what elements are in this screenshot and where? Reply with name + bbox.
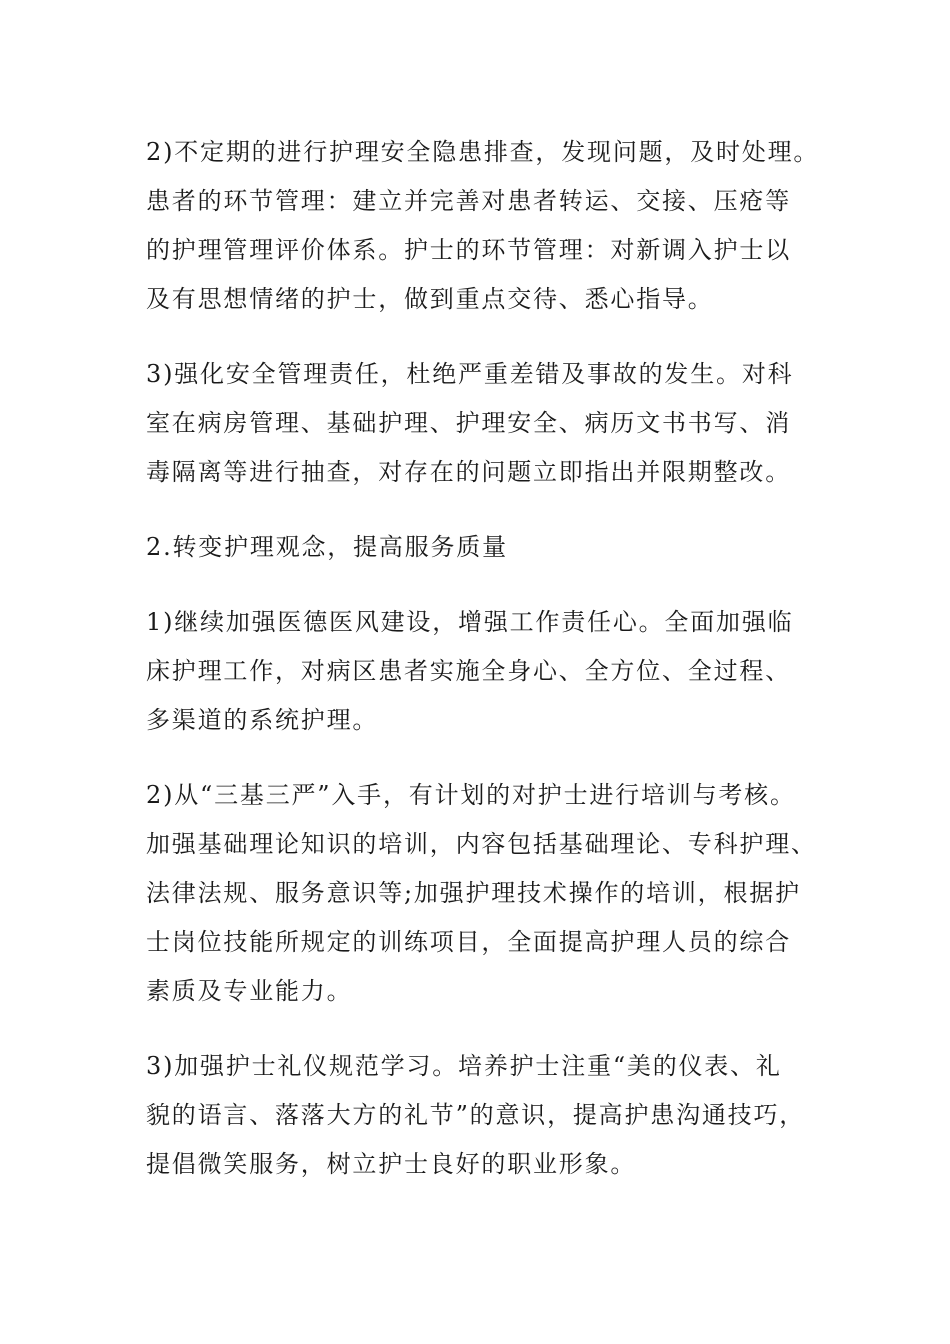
text-line: 多渠道的系统护理。 [146,706,379,734]
text-line: 3)强化安全管理责任，杜绝严重差错及事故的发生。对科 [146,360,794,388]
paragraph-etiquette [146,1042,806,1189]
text-line: 提倡微笑服务，树立护士良好的职业形象。 [146,1150,637,1178]
text-line: 素质及专业能力。 [146,977,353,1005]
text-line: 2)从“三基三严”入手，有计划的对护士进行培训与考核。 [146,781,796,809]
text-line: 士岗位技能所规定的训练项目，全面提高护理人员的综合 [146,928,791,956]
text-line: 患者的环节管理：建立并完善对患者转运、交接、压疮等 [146,187,791,215]
text-line: 床护理工作，对病区患者实施全身心、全方位、全过程、 [146,657,791,685]
text-line: 法律法规、服务意识等;加强护理技术操作的培训，根据护 [146,879,801,907]
paragraph-safety-responsibility [146,350,806,497]
text-line: 1)继续加强医德医风建设，增强工作责任心。全面加强临 [146,608,794,636]
text-line: 毒隔离等进行抽查，对存在的问题立即指出并限期整改。 [146,458,791,486]
text-line: 貌的语言、落落大方的礼节”的意识，提高护患沟通技巧， [146,1101,806,1129]
document-body [146,128,820,1215]
text-line: 3)加强护士礼仪规范学习。培养护士注重“美的仪表、礼 [146,1052,782,1080]
text-line: 加强基础理论知识的培训，内容包括基础理论、专科护理、 [146,830,817,858]
text-line: 2.转变护理观念，提高服务质量 [146,533,508,561]
paragraph-medical-ethics [146,598,806,745]
text-line: 室在病房管理、基础护理、护理安全、病历文书书写、消 [146,409,791,437]
text-line: 2)不定期的进行护理安全隐患排查，发现问题，及时处理。 [146,138,820,166]
paragraph-training [146,771,817,1016]
paragraph-safety-inspection [146,128,820,324]
text-line: 的护理管理评价体系。护士的环节管理：对新调入护士以 [146,236,791,264]
section-heading [146,523,806,572]
text-line: 及有思想情绪的护士，做到重点交待、悉心指导。 [146,285,714,313]
